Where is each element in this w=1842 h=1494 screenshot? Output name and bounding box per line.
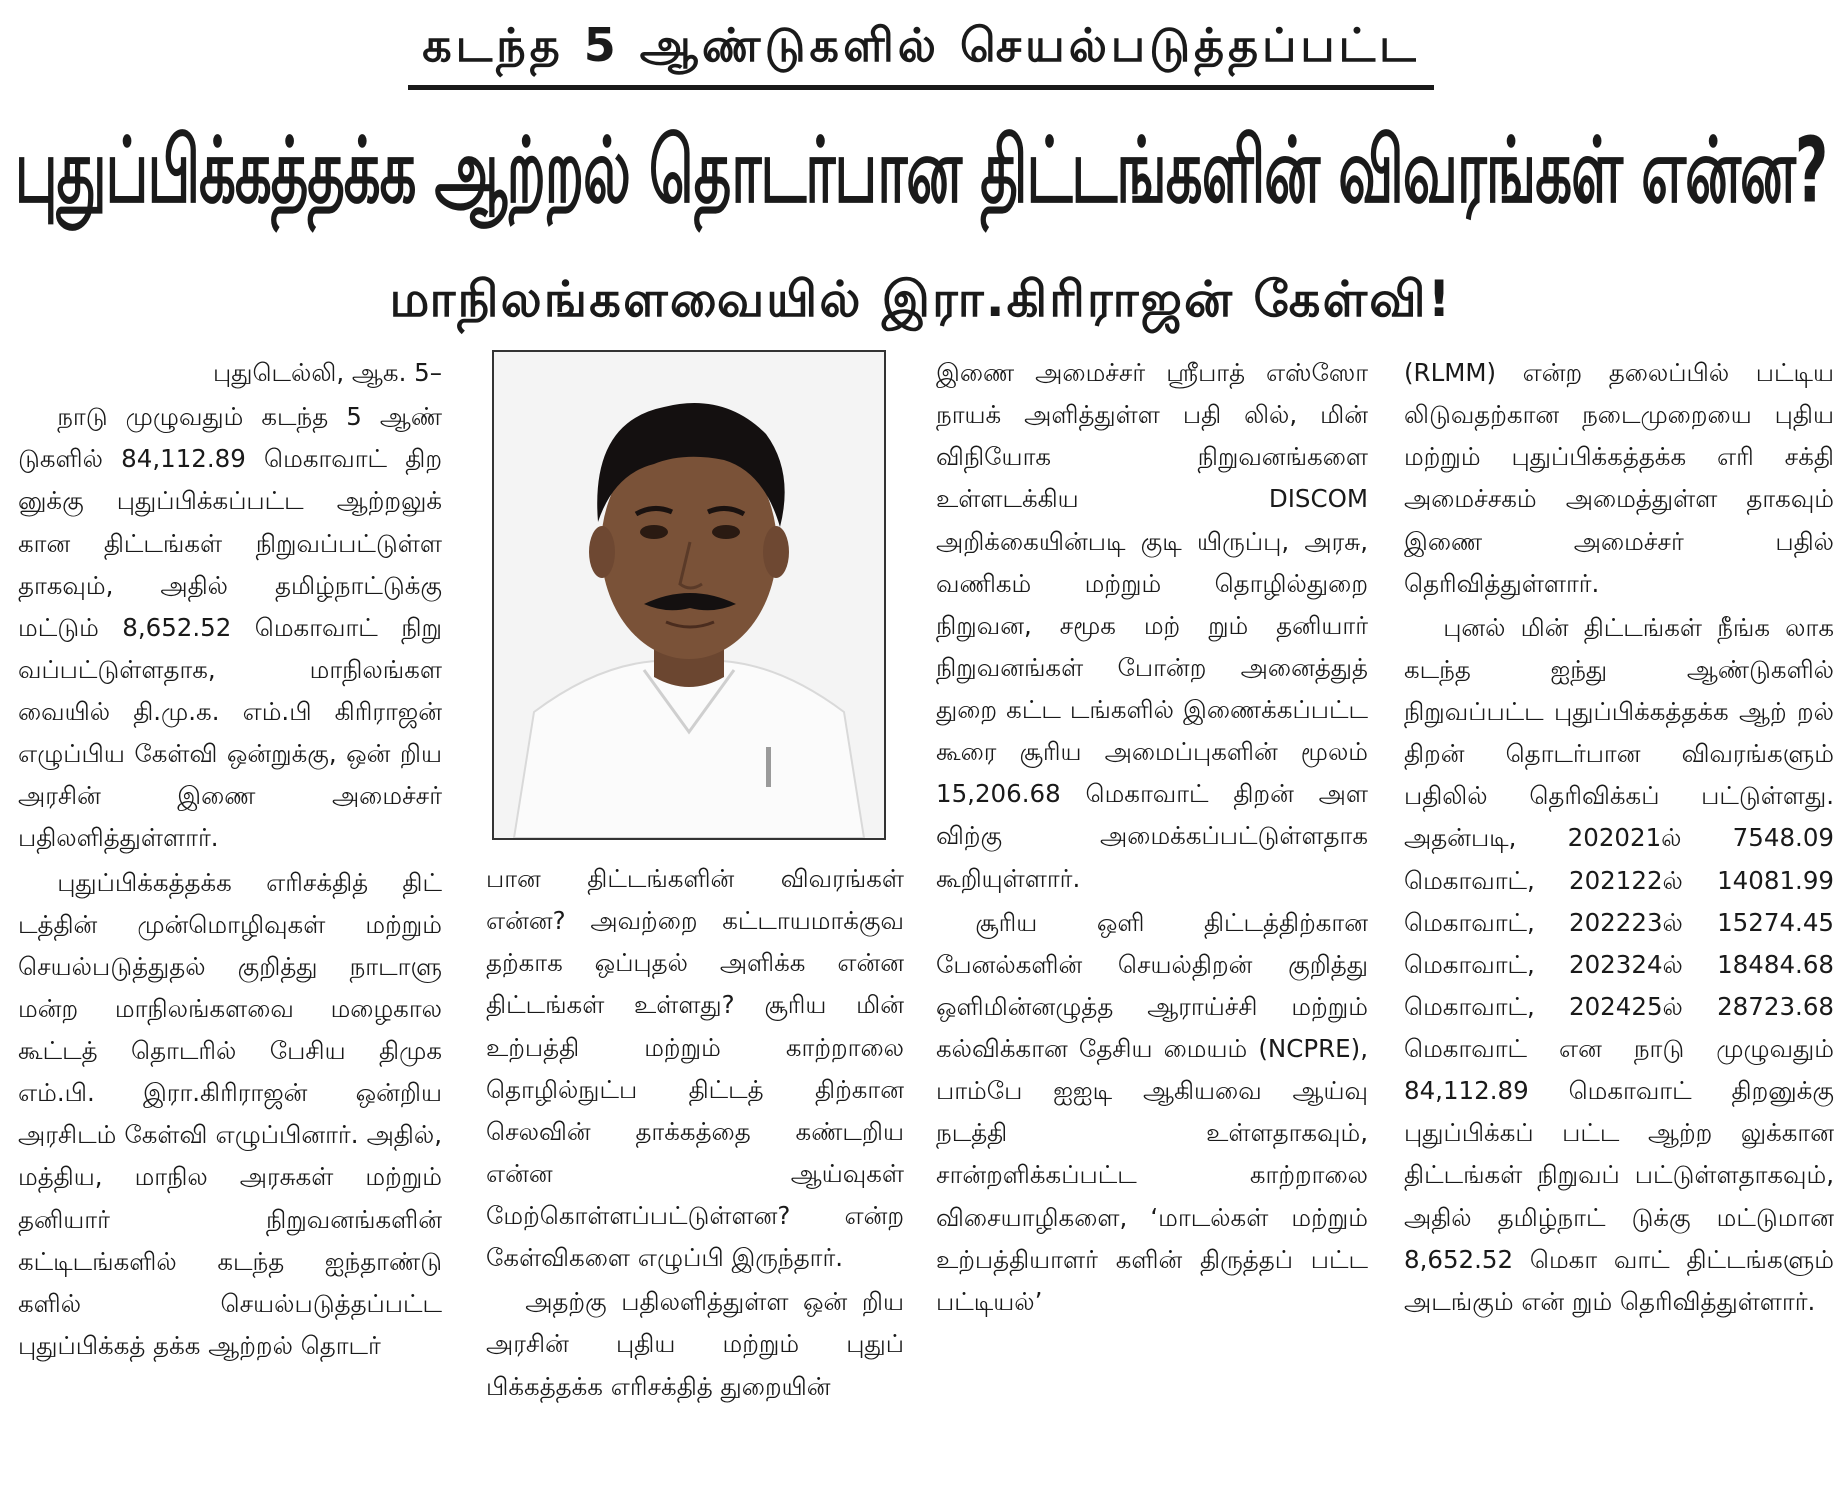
paragraph: இணை அமைச்சர் ஸ்ரீபாத் எஸ்ஸோ நாயக் அளித்துள்ள பதி லில், மின் விநியோக நிறுவனங்களை உள்ளடக்கிய DISCOM அறிக்கையின்படி குடி யிருப்பு, அரசு, வணிகம் மற்றும் தொழில்துறை நிறுவன, சமூக மற் றும் தனியார் நிறுவனங்கள் போன்ற அனைத்துத் துறை கட்ட டங்களில் இணைக்கப்பட்ட கூரை சூரிய அமைப்புகளின் மூலம் 15,206.68 மெகாவாட் திறன் அள விற்கு அமைக்கப்பட்டுள்ளதாக கூறியுள்ளார். xyxy=(936,358,1368,893)
paragraph: நாடு முழுவதும் கடந்த 5 ஆண் டுகளில் 84,112.89 மெகாவாட் திற னுக்கு புதுப்பிக்கப்பட்ட ஆற்றலுக் கான திட்டங்கள் நிறுவப்பட்டுள்ள தாகவும், அதில் தமிழ்நாட்டுக்கு மட்டும் 8,652.52 மெகாவாட் நிறு வப்பட்டுள்ளதாக, மாநிலங்கள வையில் தி.மு.க. எம்.பி கிரிராஜன் எழுப்பிய கேள்வி ஒன்றுக்கு, ஒன் றிய அரசின் இணை அமைச்சர் பதிலளித்துள்ளார். xyxy=(18,402,442,853)
paragraph: புதுப்பிக்கத்தக்க எரிசக்தித் திட் டத்தின் முன்மொழிவுகள் மற்றும் செயல்படுத்துதல் குறித்து நாடாளு மன்ற மாநிலங்களவை மழைகால கூட்டத் தொடரில் பேசிய திமுக எம்.பி. இரா.கிரிராஜன் ஒன்றிய அரசிடம் கேள்வி எழுப்பினார். அதில், மத்திய, மாநில அரசுகள் மற்றும் தனியார் நிறுவனங்களின் கட்டிடங்களில் கடந்த ஐந்தாண்டு களில் செயல்படுத்தப்பட்ட புதுப்பிக்கத் தக்க ஆற்றல் தொடர் xyxy=(18,867,442,1360)
portrait-photo xyxy=(492,350,886,840)
paragraph: சூரிய ஒளி திட்டத்திற்கான பேனல்களின் செயல்திறன் குறித்து ஒளிமின்னழுத்த ஆராய்ச்சி மற்றும் கல்விக்கான தேசிய மையம் (NCPRE), பாம்பே ஐஐடி ஆகியவை ஆய்வு நடத்தி உள்ளதாகவும், சான்றளிக்கப்பட்ட காற்றாலை விசையாழிகளை, ‘மாடல்கள் மற்றும் உற்பத்தியாளர் களின் திருத்தப் பட்ட பட்டியல்’ xyxy=(936,907,1368,1316)
paragraph: அதற்கு பதிலளித்துள்ள ஒன் றிய அரசின் புதிய மற்றும் புதுப் பிக்கத்தக்க எரிசக்தித் துறையின் xyxy=(486,1287,904,1401)
kicker xyxy=(0,18,1842,90)
column-2 xyxy=(486,858,904,1408)
paragraph: பான திட்டங்களின் விவரங்கள் என்ன? அவற்றை கட்டாயமாக்குவ தற்காக ஒப்புதல் அளிக்க என்ன திட்டங்கள் உள்ளது? சூரிய மின் உற்பத்தி மற்றும் காற்றாலை தொழில்நுட்ப திட்டத் திற்கான செலவின் தாக்கத்தை கண்டறிய என்ன ஆய்வுகள் மேற்கொள்ளப்பட்டுள்ளன? என்ற கேள்விகளை எழுப்பி இருந்தார். xyxy=(486,864,904,1273)
column-1 xyxy=(18,352,442,1367)
column-4 xyxy=(1404,352,1834,1323)
column-3 xyxy=(936,352,1368,1323)
kicker-text: கடந்த 5 ஆண்டுகளில் செயல்படுத்தப்பட்ட xyxy=(408,18,1434,90)
headline: புதுப்பிக்கத்தக்க ஆற்றல் தொடர்பான திட்டங்களின் விவரங்கள் என்ன? xyxy=(14,118,1828,224)
portrait-illustration xyxy=(494,352,884,838)
subheadline: மாநிலங்களவையில் இரா.கிரிராஜன் கேள்வி! xyxy=(389,270,1453,328)
paragraph: புனல் மின் திட்டங்கள் நீங்க லாக கடந்த ஐந்து ஆண்டுகளில் நிறுவப்பட்ட புதுப்பிக்கத்தக்க ஆற் றல் திறன் தொடர்பான விவரங்களும் பதிலில் தெரிவிக்கப் பட்டுள்ளது. அதன்படி, 202021ல் 7548.09 மெகாவாட், 202122ல் 14081.99 மெகாவாட், 202223ல் 15274.45 மெகாவாட், 202324ல் 18484.68 மெகாவாட், 202425ல் 28723.68 மெகாவாட் என நாடு முழுவதும் 84,112.89 மெகாவாட் திறனுக்கு புதுப்பிக்கப் பட்ட ஆற்ற லுக்கான திட்டங்கள் நிறுவப் பட்டுள்ளதாகவும், அதில் தமிழ்நாட் டுக்கு மட்டுமான 8,652.52 மெகா வாட் திட்டங்களும் அடங்கும் என் றும் தெரிவித்துள்ளார். xyxy=(1404,612,1834,1316)
dateline: புதுடெல்லி, ஆக. 5– xyxy=(213,358,442,387)
paragraph: (RLMM) என்ற தலைப்பில் பட்டிய லிடுவதற்கான நடைமுறையை புதிய மற்றும் புதுப்பிக்கத்தக்க எரி சக்தி அமைச்சகம் அமைத்துள்ள தாகவும் இணை அமைச்சர் பதில் தெரிவித்துள்ளார். xyxy=(1404,358,1834,598)
